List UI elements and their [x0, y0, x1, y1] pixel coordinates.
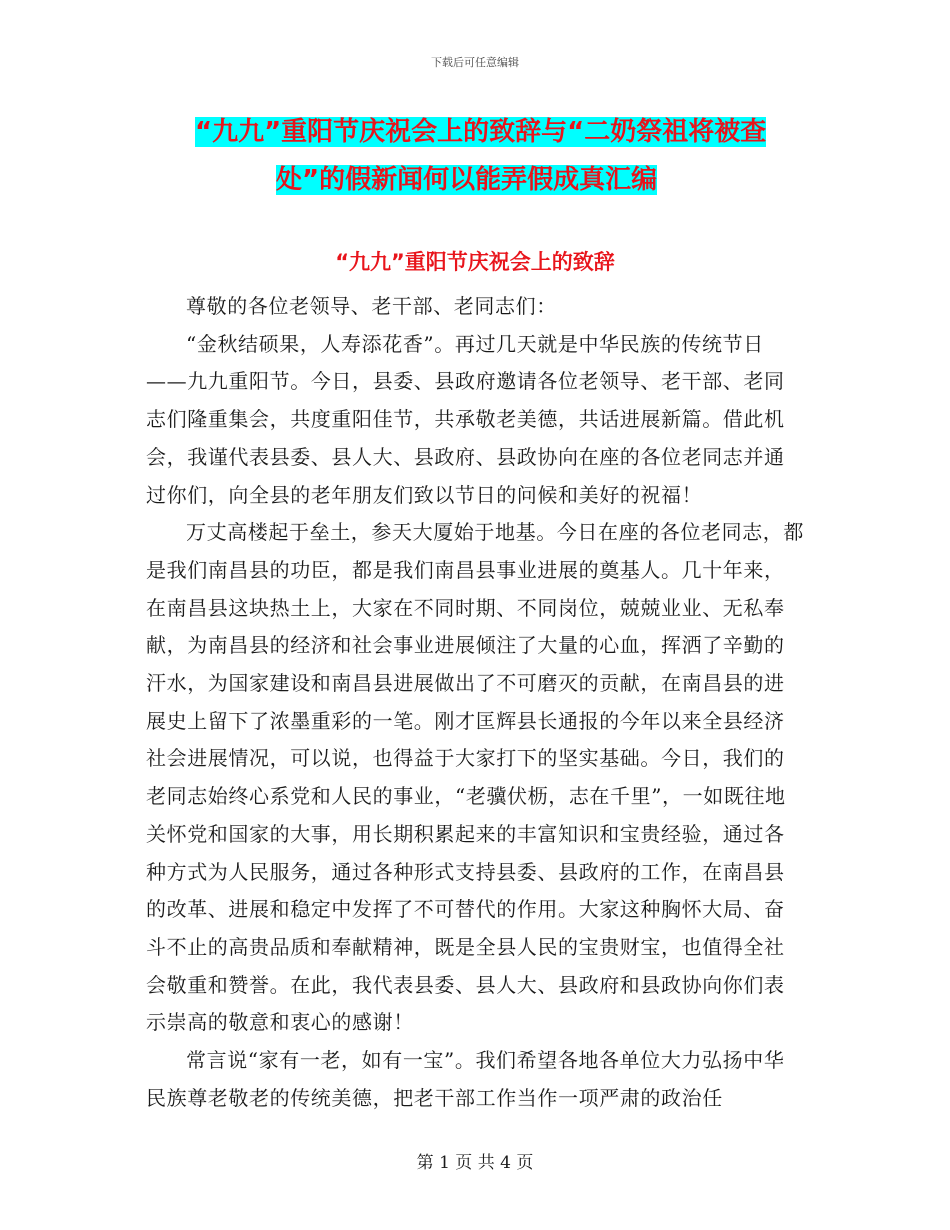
document-title-line-2: 处”的假新闻何以能弄假成真汇编: [276, 165, 658, 195]
document-title: [195, 108, 815, 204]
body-paragraph: 常言说“家有一老，如有一宝”。我们希望各地各单位大力弘扬中华民族尊老敬老的传统美德，把老干部工作当作一项严肃的政治任: [146, 1048, 785, 1110]
download-note: 下载后可任意编辑: [431, 56, 519, 69]
section-title: “九九”重阳节庆祝会上的致辞: [335, 250, 615, 274]
body-paragraph: 万丈高楼起于垒土，参天大厦始于地基。今日在座的各位老同志，都是我们南昌县的功臣，都是我们南昌县事业进展的奠基人。几十年来，在南昌县这块热土上，大家在不同时期、不同岗位，兢兢业业、无私奉献，为南昌县的经济和社会事业进展倾注了大量的心血，挥洒了辛勤的汗水，为国家建设和南昌县进展做出了不可磨灭的贡献，在南昌县的进展史上留下了浓墨重彩的一笔。刚才匡辉县长通报的今年以来全县经济社会进展情况，可以说，也得益于大家打下的坚实基础。今日，我们的老同志始终心系党和人民的事业，“老骥伏枥，志在千里”，一如既往地关怀党和国家的大事，用长期积累起来的丰富知识和宝贵经验，通过各种方式为人民服务，通过各种形式支持县委、县政府的工作，在南昌县的改革、进展和稳定中发挥了不可替代的作用。大家这种胸怀大局、奋斗不止的高贵品质和奉献精神，既是全县人民的宝贵财宝，也值得全社会敬重和赞誉。在此，我代表县委、县人大、县政府和县政协向你们表示崇高的敬意和衷心的感谢！: [146, 520, 804, 1035]
body-paragraph: “金秋结硕果，人寿添花香”。再过几天就是中华民族的传统节日——九九重阳节。今日，县委、县政府邀请各位老领导、老干部、老同志们隆重集会，共度重阳佳节，共承敬老美德，共话进展新篇。借此机会，我谨代表县委、县人大、县政府、县政协向在座的各位老同志并通过你们，向全县的老年朋友们致以节日的问候和美好的祝福！: [146, 331, 785, 507]
document-title-line-1: “九九”重阳节庆祝会上的致辞与“二奶祭祖将被查: [195, 117, 767, 147]
document-body: [146, 288, 804, 1117]
page-footer: 第 1 页 共 4 页: [416, 1153, 534, 1173]
salutation-paragraph: 尊敬的各位老领导、老干部、老同志们：: [186, 294, 557, 318]
